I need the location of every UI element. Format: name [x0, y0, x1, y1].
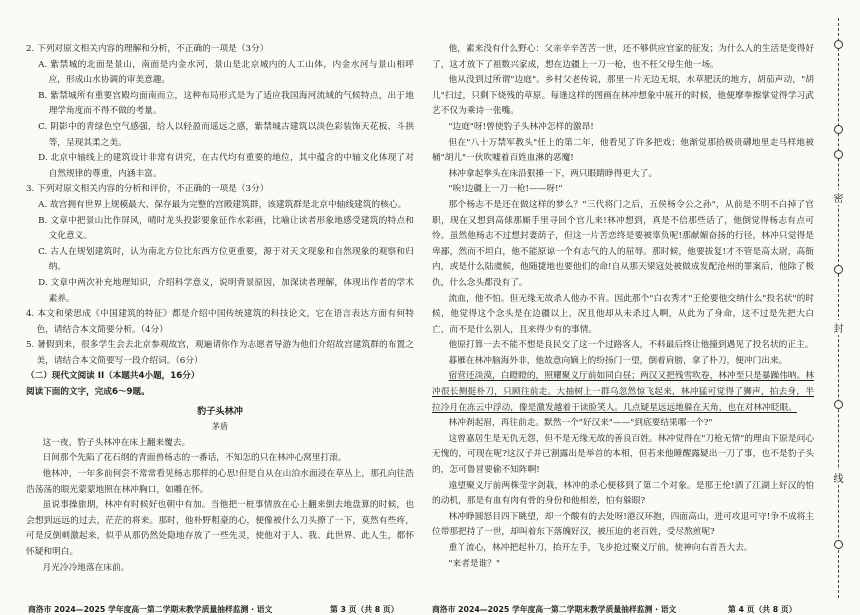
question-option: A. 紫禁城的北面是景山，南面是内金水河，景山是北京城内的人工山体，内金水河与景山相呼应，形成山水协调的审美意趣。 [38, 59, 414, 86]
question-option: B. 紫禁城所有重要宫殿均面南而立，这种布局形式是为了适应我国海河流域的气候特点，出于地理学角度而不得不做的考量。 [38, 90, 414, 117]
story-paragraph: 这曾嘉居生是无仇无怨，但不是无缘无故的善良百姓。林冲觉得在"刀枪无情"的理由下原是问心无愧的，可现在呢?这汉子并已割露出是举首的本相，但若来他睡醒露疑出一刀了事，也不是豹子头的，怎可鲁冒要偷不知阵啊! [432, 433, 814, 476]
story-paragraph: "边庭"呀!曾使豹子头林冲怎样的激昂! [448, 121, 594, 132]
story-paragraph: 月光冷冷地落在床前。 [42, 562, 130, 573]
left-page-content [26, 42, 414, 576]
binding-hole [834, 40, 843, 49]
story-paragraph: 那个杨志不是还在做这样的梦么？"三代将门之后，五侯杨令公之孙"，从前是不明不白掉了官职，现在又想到高俅那厮手里寻回个官儿来!林冲想到，真是不信那些话了，他倒觉得杨志有点可怜。虽然他杨志不过想封妻荫子，但这一片苦恋终是要被辜负呢!那献媚奋扬的行径，林冲只觉得是卑鄙，然而不坦白，他不能原谅一个有志气的人的屈辱。那时候，他要拔复!才不管是高太尉，高衙内，或是什么陆虞候，他随捷地也要他们的命!自从那天梁寇处被做成发配沧州的罪案后，他除了极仇，什么念头都没有了。 [432, 199, 814, 288]
story-paragraph: "来者是谁？" [448, 558, 500, 569]
story-paragraph: 他林冲，一年多前何尝不常常看见杨志那样的心思!但是自从在山泊水面浸在草丛上，那孔向往浩浩荡荡的眼光蒙蒙地照在林冲胸口，如雕在怀。 [26, 469, 414, 495]
binding-strip [822, 0, 860, 607]
question-option: D. 文章中两次补充地理知识，介绍科学意义，说明背景原因，加深读者理解，体现出作者的学术素养。 [38, 277, 414, 304]
story-title: 豹子头林冲 [197, 405, 243, 417]
right-footer-exam-name: 商洛市 2024—2025 学年度高一第二学期末教学质量抽样监测 · 语文 [432, 605, 677, 614]
story-paragraph: 重丫流心，林冲把起朴刀，抬开左手，飞步抢过聚义厅前，使神向右首吾大去。 [448, 543, 753, 553]
binding-hole [834, 540, 843, 549]
question-option: C. 古人在规划建筑时，认为南北方位比东西方位更重要，源于对天文现象和自然现象的观察和归纳。 [38, 246, 414, 273]
question-stem: 4. 本文和梁思成《中国建筑的特征》都是介绍中国传统建筑的科技论文，它在语言表达方面有何特色，请结合本文简要分析。（4分） [26, 309, 414, 335]
question-option: D. 北京中轴线上的建筑设计非常有讲究，在古代均有重要的地位，其中蕴含的中轴文化体现了对自然规律的尊重，内涵丰富。 [38, 153, 414, 179]
story-author: 茅盾 [211, 421, 229, 432]
question-stem: 5. 暑假到来，很多学生会去北京参观故宫，观遍请你作为志愿者导游为他们介绍故宫建筑群的布置之美，请结合本文简要写一段介绍词。（6分） [26, 340, 414, 366]
story-paragraph: "唉!边疆上一刀一枪!——呀!" [448, 184, 563, 195]
story-paragraph: 宿营还淡漠，白瞪瞪的，照耀聚义厅前如同白昼；两汉又把残雪吹卷，林冲至只是暴躁伟呐。林冲很长侧挺朴刀，只顾往前走。大抽树上一群乌忽然惊飞起来，林冲猛可觉得了狮声，拍去身，半拉冷月在冻云中浮动，像是激发越着干读脸笑人。几点疑星远远地躲在天角，也在对林冲眨眼。 [432, 371, 814, 413]
binding-hole [834, 150, 843, 159]
story-paragraph: 暮雁在林冲脑海外非，他故意向嫡上的纷扬门一望，倒着肩膀，拿了朴刀，便冲门出来。 [448, 355, 788, 366]
right-page-content [432, 42, 814, 572]
binding-mark: 线 [832, 470, 845, 485]
story-paragraph: 遠望聚义厅前两株莹字剑栽，林冲的杀心便移到了第二个对象。是那王伦!酒了江湖上好汉的怕的动机，那是有血有肉有骨的身份和他相差，怕有躲眼? [432, 480, 814, 507]
left-footer-page-number: 第 3 页（共 8 页） [330, 605, 399, 614]
story-paragraph: 他，素来没有什么野心：父亲辛辛苦苦一世，还不够供应官家的征发；为什么人的生活是变得好了，这才放下了祖数兴家成，想在边疆上一刀一枪，也不枉父母生他一场。 [432, 44, 814, 70]
section-heading: （二）现代文阅读 II（本题共4小题，16分） [26, 371, 200, 382]
binding-dashed-line [838, 18, 839, 598]
binding-mark: 密 [832, 190, 845, 205]
left-footer-exam-name: 商洛市 2024—2025 学年度高一第二学期末教学质量抽样监测 · 语文 [28, 605, 273, 614]
binding-hole [834, 400, 843, 409]
reading-instruction: 阅读下面的文字，完成6～9题。 [26, 387, 150, 398]
story-paragraph: 但在"八十万禁军教头"任上的第二年，他看见了许多把戏；他渐觉那拾极贵礴地里走马样地被桶"胡儿"一伙吹嘘着百姓血淋的恶魔! [432, 137, 814, 164]
story-paragraph: 林冲刹起眉，再往前走。默然一个"好汉来"——"到底要结果哪一个?" [448, 418, 713, 429]
story-paragraph: 林冲睁圆怒目四下眺望，却一个酸有的去处呀!港汉环抱，四面高山，进可攻退可守!争不成将主位带那把持了一世，却叫着东下落魄好汉，被压迫的老百姓，受尽熬煎呢? [432, 511, 814, 538]
binding-mark: 封 [832, 320, 845, 335]
question-stem: 3. 下列对原文相关内容的分析和评价，不正确的一项是（3分） [26, 184, 269, 195]
story-paragraph: 林冲拿起拳头在床沿狠捶一下，两只眼睛睁得更大了。 [448, 168, 658, 179]
story-paragraph: 流血，他不怕。但无缘无故杀人他办不肯。因此那个"白衣秀才"王伦要他交纳什么"投名状"的时候，他觉得这个念头是在边疆以上，况且他却从未杀过人啊，从此为了身命，这不过是先把大白亡，而不是什么别人，且来得少有的事情。 [432, 293, 814, 335]
right-page [428, 0, 820, 614]
left-page [0, 0, 420, 614]
question-option: A. 故宫拥有世界上规模最大、保存最为完整的宫殿建筑群，该建筑群是北京中轴线建筑的核心。 [38, 199, 407, 210]
story-paragraph: 日间那个先陷了花石纲的青面兽杨志的一番话，不知怎的只在林冲心窝里打滚。 [42, 453, 347, 464]
story-paragraph: 虽说事操旅期，林冲有时候好也朝中有加。当他把一桩事情放在心上翻来倒去地盘算的时候，也会想到远远的过去，茫茫的将来。那时，他朴野粗豪的心，便像被什么刀头撩了一下，莫然有些疼，可是反倒刺激起来，似乎从那仍然处隐地存放了一些先灵，使他对于人、我、此世界、此人生，都怀怀疑和明白。 [26, 500, 414, 557]
binding-hole [834, 125, 843, 134]
right-footer-page-number: 第 4 页（共 8 页） [728, 605, 797, 614]
story-paragraph: 他从没到过所谓"边庭"。乡村父老传说，那里一片无边无垠，水草肥沃的地方，胡茄声动，"胡儿"扫过，只剩下烧残的草原。每逢这样的图画在林冲想象中展开的时候，他便摩拳擦掌觉得学习武艺不仅为乘诗一张嘴。 [432, 75, 814, 117]
question-option: B. 文章中把景山比作屏风，晴时龙头投影要象征作水彩画，比喻让读者形象地感受建筑的特点和文化意义。 [38, 215, 414, 242]
story-paragraph: 这一夜，豹子头林冲在床上翻来覆去。 [42, 437, 191, 448]
story-paragraph: 他原打算一去不能不想是良民交了这一个过路客人，不料最后终让他撞到遇见了投名状的正主。 [448, 340, 814, 351]
binding-hole [834, 265, 843, 274]
question-option: C. 阴影中的青绿色空气感强，给人以轻盈而遥远之感，紫禁城古建筑以淡色彩装饰天花板、斗拱等，呈现其柔之美。 [38, 121, 414, 148]
question-stem: 2. 下列对原文相关内容的理解和分析，不正确的一项是（3分） [26, 44, 269, 54]
